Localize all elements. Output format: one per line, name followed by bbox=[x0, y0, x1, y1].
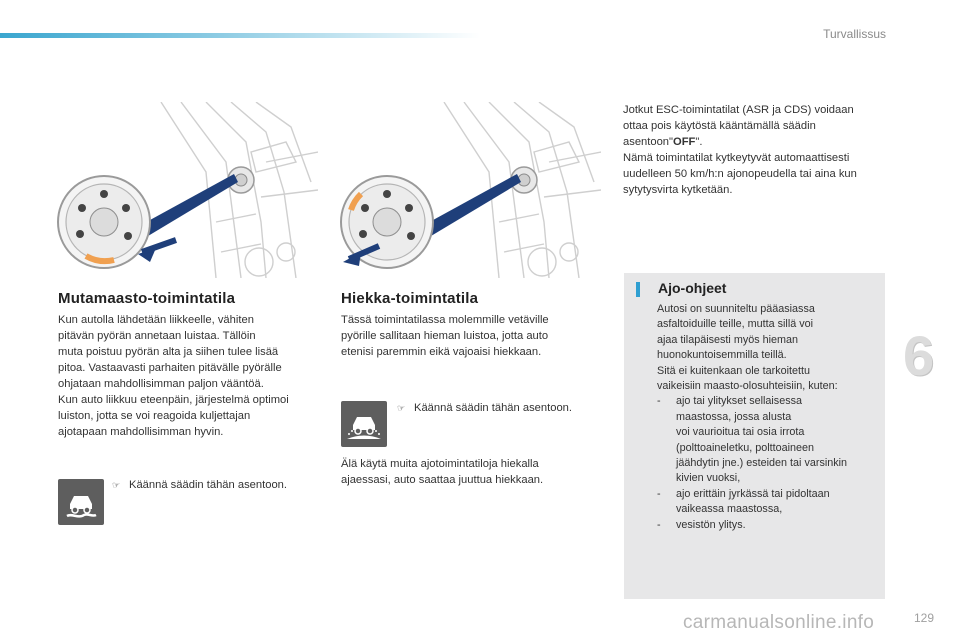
console-dial-drawing bbox=[339, 102, 601, 278]
driving-tips-body bbox=[657, 302, 879, 533]
page-number: 129 bbox=[914, 611, 935, 625]
sand-mode-dial-illustration bbox=[339, 102, 601, 278]
driving-tips-heading: Ajo-ohjeet bbox=[658, 280, 727, 296]
sand-mode-icon bbox=[341, 401, 387, 447]
driving-tips-list bbox=[657, 394, 879, 533]
driving-tips-box bbox=[624, 273, 885, 599]
mud-mode-icon bbox=[58, 479, 104, 525]
esc-off-description: Jotkut ESC-toimintatilat (ASR ja CDS) voidaan ottaa pois käytöstä kääntämällä säädin asentoon"OFF". Nämä toimintatilat kytkeytyvät automaattisesti uudelleen 50 km/h:n ajonopeudella tai aina kun sytytysvirta kytketään. bbox=[623, 104, 857, 196]
pointer-bullet-icon: ☞ bbox=[112, 480, 121, 490]
header-color-bar bbox=[0, 33, 480, 38]
sand-mode-warning: Älä käytä muita ajotoimintatiloja hiekalla ajaessasi, auto saattaa juuttua hiekkaan. bbox=[341, 458, 544, 486]
off-keyword: OFF bbox=[673, 136, 696, 148]
pointer-bullet-icon: ☞ bbox=[397, 403, 406, 413]
mud-mode-description: Kun autolla lähdetään liikkeelle, vähiten pitävän pyörän annetaan luistaa. Tällöin muta poistuu pyörän alta ja siihen tulee lisää pitoa. Vastaavasti parhaiten pitävälle pyörälle ohjataan mahdollisimman paljon vääntöä. Kun auto liikkuu eteenpäin, järjestelmä optimoi luiston, jotta se voi reagoida kuljettajan ajotapaan mahdollisimman hyvin. bbox=[58, 314, 289, 438]
sand-mode-instruction: ☞ Käännä säädin tähän asentoon. bbox=[397, 402, 573, 414]
driving-tips-intro: Autosi on suunniteltu pääasiassa asfaltoiduille teille, mutta sillä voi ajaa tilapäisesti myös hieman huonokuntoisemmilla teillä. Sitä ei kuitenkaan ole tarkoitettu vaikeisiin maasto-olosuhteisiin, kuten: bbox=[657, 303, 838, 393]
watermark: carmanualsonline.info bbox=[683, 612, 875, 633]
mud-mode-heading: Mutamaasto-toimintatila bbox=[58, 290, 236, 307]
list-item: - ajo erittäin jyrkässä tai pidoltaan vaikeassa maastossa, bbox=[657, 487, 830, 516]
console-dial-drawing bbox=[56, 102, 318, 278]
mud-mode-dial-illustration bbox=[56, 102, 318, 278]
section-title: Turvallissus bbox=[823, 27, 886, 41]
list-item: - ajo tai ylitykset sellaisessa maastossa, jossa alusta voi vaurioitua tai osia irrota (polttoaineletku, polttoaineen jäähdytin jne.) esteiden tai varsinkin kivien vuoksi, bbox=[657, 395, 848, 485]
sand-mode-description: Tässä toimintatilassa molemmille vetäville pyörille sallitaan hieman luistoa, jotta auto etenisi paremmin eikä vajoaisi hiekkaan. bbox=[341, 314, 549, 358]
mud-mode-instruction: ☞ Käännä säädin tähän asentoon. bbox=[112, 479, 288, 491]
sand-mode-heading: Hiekka-toimintatila bbox=[341, 290, 479, 307]
chapter-number: 6 bbox=[903, 324, 935, 387]
list-item: - vesistön ylitys. bbox=[657, 518, 746, 531]
info-accent-bar bbox=[636, 282, 640, 297]
